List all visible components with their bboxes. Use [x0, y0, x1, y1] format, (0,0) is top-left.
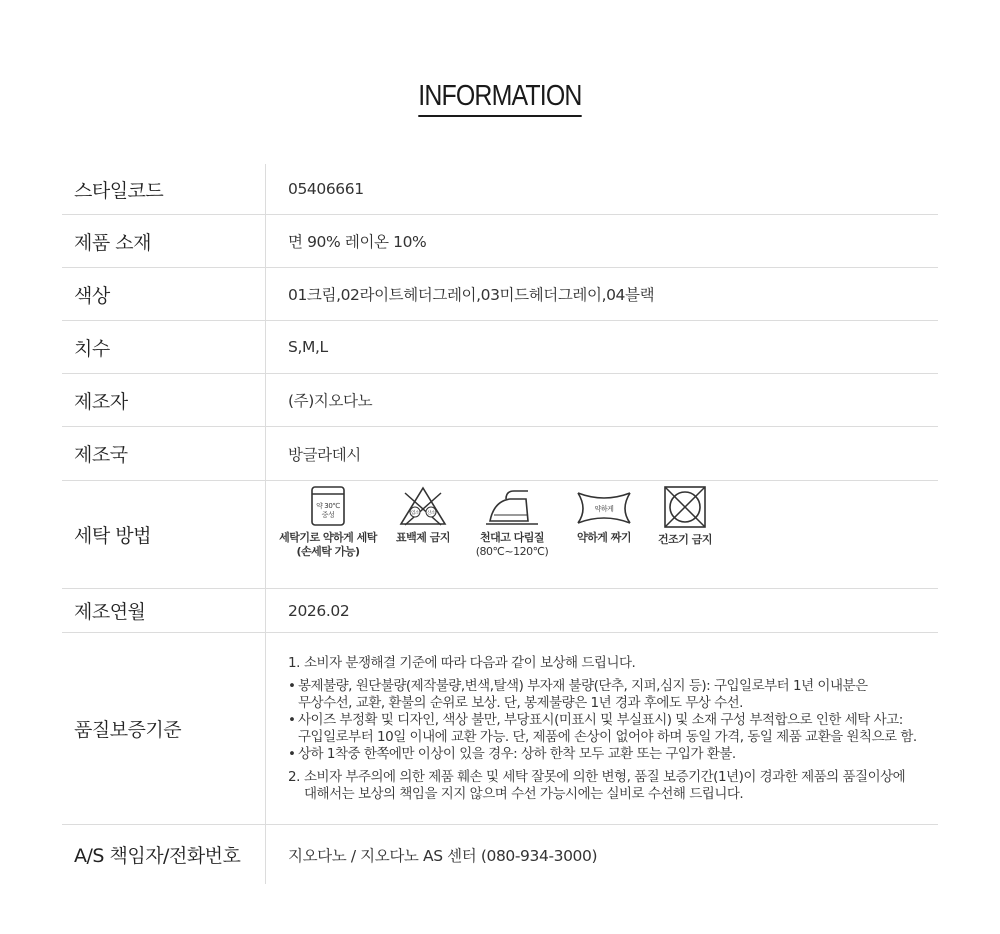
row-value: 면 90% 레이온 10% — [288, 233, 427, 251]
row-value: 01크림,02라이트헤더그레이,03미드헤더그레이,04블랙 — [288, 286, 655, 304]
row-value: 2026.02 — [288, 601, 350, 620]
care-item-dryer — [646, 485, 724, 547]
caption-line: (손세탁 가능) — [296, 545, 360, 558]
bullet: • — [288, 745, 296, 762]
bullet-text: 봉제불량, 원단불량(제작불량,변색,탈색) 부자재 불량(단추, 지퍼,심지 등): 구입일로부터 1년 이내분은 — [298, 677, 868, 694]
row-value: S,M,L — [288, 338, 328, 356]
chlorine-text: 염소 — [411, 511, 419, 516]
row-label: A/S 책임자/전화번호 — [62, 825, 266, 884]
wring-text: 약하게 — [594, 505, 614, 513]
row-label: 품질보증기준 — [62, 633, 266, 824]
quality-bullet-3 — [288, 746, 736, 763]
oxygen-text: 산소 — [427, 511, 435, 516]
row-style-code — [62, 164, 938, 215]
row-label: 제조자 — [62, 374, 266, 426]
row-maker — [62, 374, 938, 427]
item-number: 2. — [288, 768, 300, 785]
quality-bullet-2 — [288, 712, 903, 729]
wash-detergent-text: 중성 — [321, 511, 335, 519]
care-item-iron — [462, 485, 562, 559]
care-caption — [396, 531, 450, 545]
caption-line: 천대고 다림질 — [479, 531, 545, 544]
caption-line: 건조기 금지 — [658, 533, 712, 546]
item-text: 소비자 분쟁해결 기준에 따라 다음과 같이 보상해 드립니다. — [304, 654, 636, 671]
care-item-bleach — [384, 485, 462, 545]
care-caption — [577, 531, 631, 545]
quality-text — [266, 633, 938, 824]
row-material — [62, 215, 938, 268]
row-date — [62, 589, 938, 633]
row-value: 방글라데시 — [288, 445, 361, 464]
care-caption — [658, 533, 712, 547]
bullet-text: 사이즈 부정확 및 디자인, 색상 불만, 부당표시(미표시 및 부실표시) 및 소재 구성 부적합으로 인한 세탁 사고: — [298, 711, 903, 728]
row-country — [62, 427, 938, 481]
quality-item-1 — [288, 655, 635, 672]
row-as — [62, 825, 938, 884]
bullet-text-cont: 구입일로부터 10일 이내에 교환 가능. 단, 제품에 손상이 없어야 하며 동일 가격, 동일 제품 교환을 원칙으로 함. — [298, 728, 917, 745]
care-caption — [476, 531, 549, 559]
care-item-wash — [272, 485, 384, 559]
row-size — [62, 321, 938, 374]
row-label: 제조국 — [62, 427, 266, 480]
caption-line: 세탁기로 약하게 세탁 — [279, 531, 377, 544]
page-title: INFORMATION — [418, 80, 581, 117]
row-value: 05406661 — [288, 180, 364, 198]
care-item-wring — [562, 485, 646, 545]
row-label: 제품 소재 — [62, 215, 266, 267]
header — [0, 80, 1000, 117]
item-text-cont: 대해서는 보상의 책임을 지지 않으며 수선 가능시에는 실비로 수선해 드립니다. — [304, 785, 744, 802]
row-label: 세탁 방법 — [62, 481, 266, 588]
row-label: 제조연월 — [62, 589, 266, 632]
no-tumble-dry-icon — [662, 485, 708, 529]
info-table — [62, 164, 938, 884]
quality-bullet-1 — [288, 678, 868, 695]
caption-line: (80℃~120℃) — [475, 545, 549, 558]
iron-icon — [484, 485, 540, 527]
item-text: 소비자 부주의에 의한 제품 훼손 및 세탁 잘못에 의한 변형, 품질 보증기간(1년)이 경과한 제품의 품질이상에 — [304, 768, 906, 785]
row-label: 스타일코드 — [62, 164, 266, 214]
quality-item-2 — [288, 769, 905, 786]
care-caption — [279, 531, 377, 559]
wash-temp-text: 약 30℃ — [316, 502, 340, 510]
row-value: 지오다노 / 지오다노 AS 센터 (080-934-3000) — [288, 846, 598, 865]
row-color — [62, 268, 938, 321]
care-icons — [266, 481, 938, 588]
no-bleach-icon — [398, 485, 448, 527]
wring-gently-icon — [574, 485, 634, 527]
item-number: 1. — [288, 654, 300, 671]
caption-line: 약하게 짜기 — [577, 531, 631, 544]
bullet-text-cont: 무상수선, 교환, 환불의 순위로 보상. 단, 봉제불량은 1년 경과 후에도 무상 수선. — [298, 694, 743, 711]
bullet: • — [288, 711, 296, 728]
washing-machine-icon — [310, 485, 346, 527]
row-quality — [62, 633, 938, 825]
row-label: 색상 — [62, 268, 266, 320]
row-value: (주)지오다노 — [288, 392, 373, 410]
row-washing — [62, 481, 938, 589]
bullet-text: 상하 1착중 한쪽에만 이상이 있을 경우: 상하 한착 모두 교환 또는 구입가 환불. — [298, 745, 736, 762]
caption-line: 표백제 금지 — [396, 531, 450, 544]
bullet: • — [288, 677, 296, 694]
row-label: 치수 — [62, 321, 266, 373]
